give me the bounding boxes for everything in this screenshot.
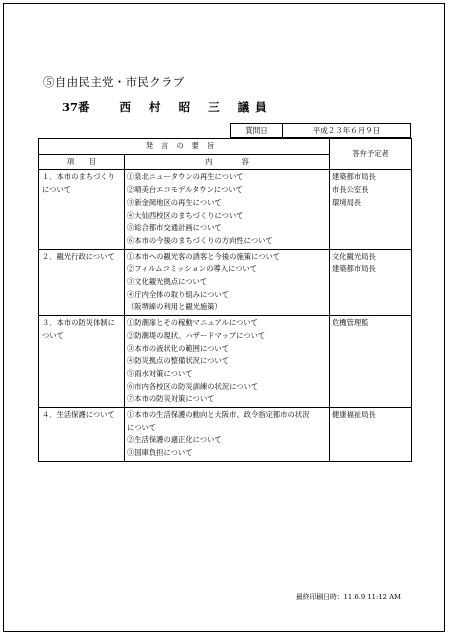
- content-cell: [125, 249, 330, 316]
- header-summary: 発言の要旨: [39, 139, 330, 155]
- question-table: [38, 138, 412, 462]
- respondent-line: 危機管理監: [332, 318, 369, 328]
- item-cell: [39, 170, 125, 249]
- respondent-line: 健康福祉局長: [332, 410, 376, 420]
- item-line: ３．本市の防災体制に: [42, 318, 115, 328]
- item-line: １．本市のまちづくり: [42, 172, 115, 182]
- item-cell: [39, 316, 125, 408]
- header-content: 内 容: [125, 154, 330, 170]
- member-name-char: 三: [208, 100, 220, 114]
- respondent-line: 環境局長: [332, 197, 362, 207]
- respondent-line: 建築都市局長: [332, 172, 376, 182]
- item-line: ２．観光行政について: [42, 251, 115, 261]
- content-line: ⑦本市の防災対策について: [127, 394, 215, 404]
- respondent-cell: [330, 408, 412, 462]
- member-number: 37番: [62, 100, 90, 114]
- content-line: ①本市の生活保護の動向と大阪市、政令指定都市の状況: [127, 410, 310, 420]
- respondent-cell: [330, 316, 412, 408]
- content-line: ④庁内全体の取り組みについて: [127, 289, 230, 299]
- item-cell: [39, 249, 125, 316]
- item-line: について: [42, 185, 72, 195]
- content-line: ①防潮扉とその稼動マニュアルについて: [127, 318, 258, 328]
- content-line: ②生活保護の適正化について: [127, 435, 222, 445]
- table-row: [39, 249, 412, 316]
- header-item: 項 目: [39, 154, 125, 170]
- respondent-line: 市長公室長: [332, 185, 369, 195]
- item-cell: [39, 408, 125, 462]
- content-line: ③本市の液状化の範囲について: [127, 343, 230, 353]
- member-heading: [62, 99, 273, 115]
- content-cell: [125, 316, 330, 408]
- content-line: について: [127, 422, 157, 432]
- content-line: ②晴美台エコモデルタウンについて: [127, 185, 243, 195]
- item-line: ４．生活保護について: [42, 410, 115, 420]
- respondent-line: 文化観光局長: [332, 251, 376, 261]
- content-line: （阪堺線の利用と観光施策）: [127, 302, 222, 312]
- question-date-label: 質問日: [231, 124, 283, 138]
- table-body: [39, 170, 412, 461]
- respondent-cell: [330, 170, 412, 249]
- content-line: ⑤総合都市交通計画について: [127, 223, 222, 233]
- member-name-char: 村: [149, 100, 161, 114]
- content-line: ④大仙西校区のまちづくりについて: [127, 210, 244, 220]
- content-line: ⑥本市の今後のまちづくりの方向性について: [127, 235, 273, 245]
- party-heading: ⑤自由民主党・市民クラブ: [43, 75, 185, 89]
- header-respondent: 答弁予定者: [330, 139, 412, 170]
- content-line: ③国庫負担について: [127, 448, 193, 458]
- content-line: ①泉北ニュータウンの再生について: [127, 172, 244, 182]
- content-line: ③新金岡地区の再生について: [127, 197, 222, 207]
- table-row: [39, 170, 412, 249]
- content-cell: [125, 408, 330, 462]
- question-date-table: [230, 123, 411, 138]
- table-row: [39, 316, 412, 408]
- last-printed-timestamp: 最終印刷日時：11.6.9 11:12 AM: [296, 593, 401, 601]
- content-line: ②防潮堤の現状、ハザードマップについて: [127, 330, 266, 340]
- member-name-char: 昭: [178, 100, 191, 114]
- content-line: ⑤雨水対策について: [127, 368, 193, 378]
- content-line: ⑥市内各校区の防災訓練の状況について: [127, 381, 259, 391]
- content-line: ①本市への観光客の誘客と今後の施策について: [127, 251, 281, 261]
- content-line: ③文化観光拠点について: [127, 277, 208, 287]
- item-line: ついて: [42, 330, 64, 340]
- content-line: ④防災拠点の整備状況について: [127, 356, 230, 366]
- content-cell: [125, 170, 330, 249]
- content-line: ②フィルムコミッションの導入について: [127, 264, 258, 274]
- table-row: [39, 408, 412, 462]
- member-name-char: 西: [119, 100, 132, 114]
- respondent-cell: [330, 249, 412, 316]
- question-date-value: 平成２３年６月９日: [283, 124, 411, 138]
- member-title: 議員: [237, 100, 273, 114]
- respondent-line: 建築都市局長: [332, 264, 376, 274]
